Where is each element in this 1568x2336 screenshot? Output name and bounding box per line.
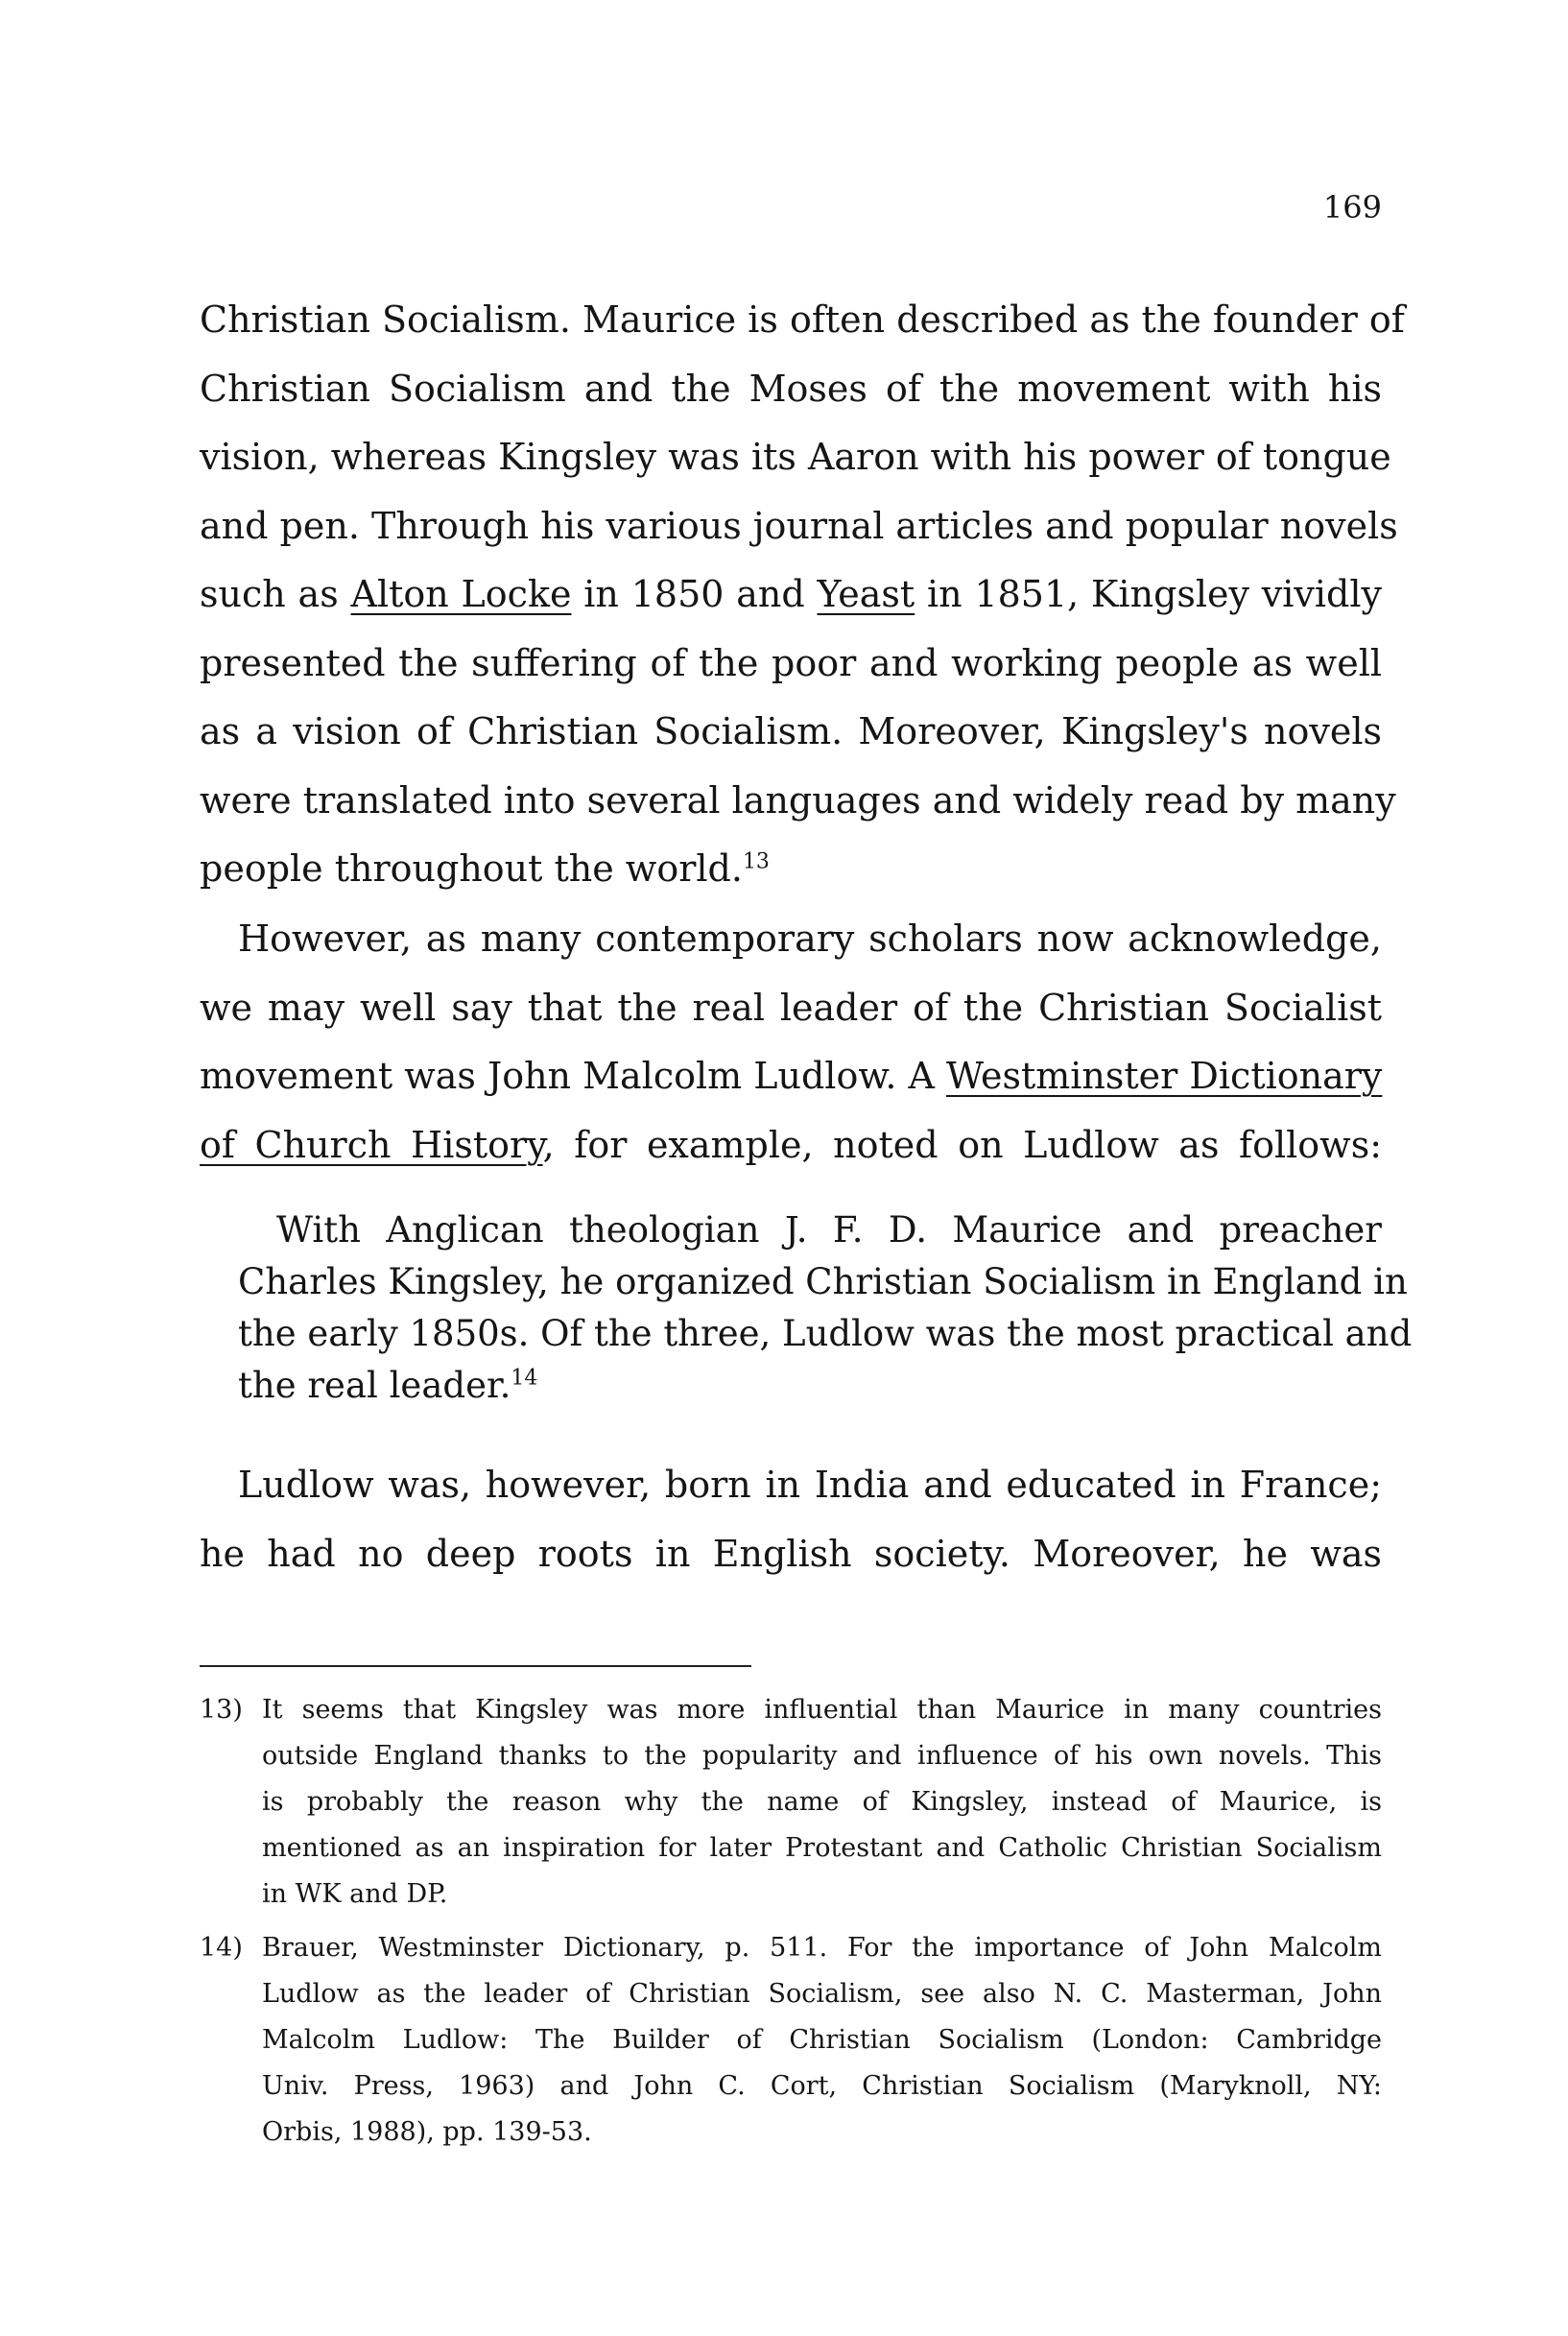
quote-line: Charles Kingsley, he organized Christian Socialism in England in [238,1261,1408,1302]
footnote-ref-13: 13 [742,849,770,874]
text-line [200,1042,1382,1111]
text-segment: movement was John Malcolm Ludlow. A [200,1055,947,1097]
text-segment: in 1851, Kingsley vividly [915,573,1382,615]
text-line: and pen. Through his various journal articles and popular novels [200,504,1398,547]
text-line [200,560,1382,630]
text-segment: in 1850 and [571,573,818,615]
text-segment: such as [200,573,351,615]
footnote-line: Brauer, Westminster Dictionary, p. 511. For the importance of John Malcolm [262,1933,1382,1963]
footnote-13 [200,1687,1382,1918]
quote-line: With Anglican theologian J. F. D. Maurice and preacher [276,1209,1382,1251]
text-line: Ludlow was, however, born in India and educated in France; [238,1464,1382,1506]
block-quote [238,1204,1413,1412]
text-segment: , for example, noted on Ludlow as follows: [542,1123,1383,1166]
paragraph-1 [200,286,1405,904]
footnotes [200,1687,1382,2163]
footnote-line: in WK and DP. [262,1879,448,1909]
text-line: Christian Socialism. Maurice is often described as the founder of [200,298,1405,341]
quote-line [238,1360,1382,1412]
footnote-ref-14: 14 [511,1366,538,1391]
footnote-line: is probably the reason why the name of Kingsley, instead of Maurice, is [262,1787,1382,1817]
book-title-alton-locke: Alton Locke [350,573,572,615]
paragraph-2 [200,905,1382,1180]
text-line: Christian Socialism and the Moses of the movement with his [200,367,1382,410]
book-title-westminster: Westminster Dictionary [946,1055,1383,1097]
footnote-line: Malcolm Ludlow: The Builder of Christian Socialism (London: Cambridge [262,2025,1382,2055]
text-segment: the real leader. [238,1365,511,1406]
book-title-church-history: of Church History [200,1123,543,1166]
text-line: were translated into several languages and widely read by many [200,778,1396,822]
footnote-line: Univ. Press, 1963) and John C. Cort, Christian Socialism (Maryknoll, NY: [262,2071,1382,2101]
text-line: presented the suffering of the poor and working people as well [200,641,1382,684]
text-line: as a vision of Christian Socialism. Moreover, Kingsley's novels [200,710,1382,752]
footnote-line: outside England thanks to the popularity and influence of his own novels. This [262,1741,1382,1771]
footnote-line: It seems that Kingsley was more influential than Maurice in many countries [262,1695,1382,1725]
footnote-label: 13) [200,1695,243,1725]
quote-line: the early 1850s. Of the three, Ludlow was the most practical and [238,1313,1413,1354]
footnote-label: 14) [200,1933,243,1963]
text-line: he had no deep roots in English society. Moreover, he was [200,1532,1382,1575]
page-number: 169 [1322,189,1382,226]
book-title-yeast: Yeast [817,573,915,615]
text-line: vision, whereas Kingsley was its Aaron with his power of tongue [200,436,1391,478]
paragraph-3 [200,1451,1382,1588]
footnote-line: mentioned as an inspiration for later Protestant and Catholic Christian Socialism [262,1833,1382,1863]
text-line [200,835,1382,904]
footnote-line: Ludlow as the leader of Christian Socialism, see also N. C. Masterman, John [262,1979,1382,2009]
text-segment: people throughout the world. [200,847,743,890]
text-line: However, as many contemporary scholars now acknowledge, [238,918,1382,960]
footnote-line: Orbis, 1988), pp. 139-53. [262,2117,592,2147]
footnote-14 [200,1925,1382,2156]
footnote-rule [200,1665,751,1667]
text-line [200,1111,1382,1180]
text-line: we may well say that the real leader of the Christian Socialist [200,986,1382,1029]
